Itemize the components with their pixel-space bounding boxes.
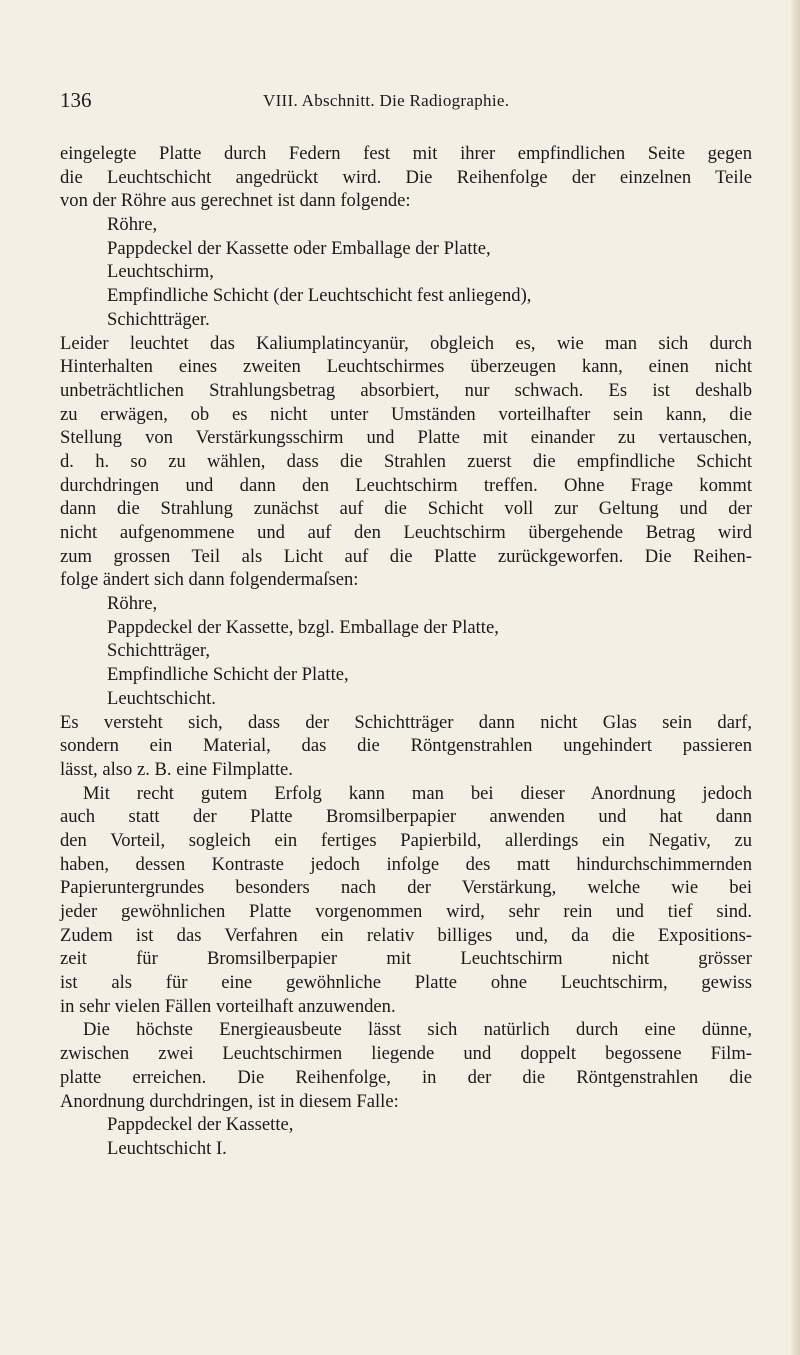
text-line: jeder gewöhnlichen Platte vorgenommen wird, sehr rein und tief sind. [60, 901, 752, 922]
text-line: Anordnung durchdringen, ist in diesem Falle: [60, 1090, 399, 1112]
text-line: lässt, also z. B. eine Filmplatte. [60, 758, 293, 780]
text-line: nicht aufgenommene und auf den Leuchtschirm übergehende Betrag wird [60, 522, 752, 543]
text-line: platte erreichen. Die Reihenfolge, in der die Röntgenstrahlen die [60, 1066, 752, 1088]
text-line: zu erwägen, ob es nicht unter Umständen vorteilhafter sein kann, die [60, 403, 752, 425]
text-line: Leider leuchtet das Kaliumplatincyanür, obgleich es, wie man sich durch [60, 332, 752, 354]
list-line: Empfindliche Schicht (der Leuchtschicht fest anliegend), [107, 285, 532, 307]
text-line: zwischen zwei Leuchtschirmen liegende und doppelt begossene Film- [60, 1043, 752, 1065]
text-line: von der Röhre aus gerechnet ist dann folgende: [60, 190, 411, 212]
list-line: Schichtträger. [107, 308, 210, 330]
text-line: Papieruntergrundes besonders nach der Verstärkung, welche wie bei [60, 877, 752, 899]
text-line: eingelegte Platte durch Federn fest mit ihrer empfindlichen Seite gegen [60, 143, 752, 164]
text-line: unbeträchtlichen Strahlungsbetrag absorbiert, nur schwach. Es ist deshalb [60, 379, 752, 401]
text-line: Zudem ist das Verfahren ein relativ billiges und, da die Expositions- [60, 924, 752, 946]
list-line: Röhre, [107, 214, 158, 236]
list-line: Pappdeckel der Kassette, [107, 1114, 294, 1136]
page-header [60, 88, 750, 114]
text-line: auch statt der Platte Bromsilberpapier anwenden und hat dann [60, 806, 752, 828]
text-line: die Leuchtschicht angedrückt wird. Die Reihenfolge der einzelnen Teile [60, 166, 752, 188]
text-line: folge ändert sich dann folgendermaſsen: [60, 569, 359, 591]
page-edge [790, 0, 800, 1355]
page-number: 136 [60, 88, 92, 112]
list-line: Leuchtschicht. [107, 687, 216, 709]
text-line: ist als für eine gewöhnliche Platte ohne Leuchtschirm, gewiss [60, 972, 752, 994]
text-line: dann die Strahlung zunächst auf die Schicht voll zur Geltung und der [60, 498, 752, 520]
text-line: Hinterhalten eines zweiten Leuchtschirmes überzeugen kann, einen nicht [60, 356, 752, 378]
text-line: Es versteht sich, dass der Schichtträger dann nicht Glas sein darf, [60, 711, 752, 733]
text-line: durchdringen und dann den Leuchtschirm treffen. Ohne Frage kommt [60, 474, 752, 496]
list-line: Leuchtschicht I. [107, 1137, 227, 1159]
body-text [60, 142, 752, 1161]
list-line: Röhre, [107, 593, 158, 615]
list-line: Leuchtschirm, [107, 261, 214, 283]
text-line: d. h. so zu wählen, dass die Strahlen zuerst die empfindliche Schicht [60, 450, 752, 472]
text-line: Stellung von Verstärkungsschirm und Platte mit einander zu vertauschen, [60, 427, 752, 449]
list-line: Empfindliche Schicht der Platte, [107, 664, 349, 686]
text-line: zum grossen Teil als Licht auf die Platte zurückgeworfen. Die Reihen- [60, 545, 752, 567]
text-line: Die höchste Energieausbeute lässt sich natürlich durch eine dünne, [83, 1019, 752, 1041]
text-line: in sehr vielen Fällen vorteilhaft anzuwenden. [60, 995, 396, 1017]
text-line: haben, dessen Kontraste jedoch infolge des matt hindurchschimmernden [60, 853, 752, 875]
list-line: Pappdeckel der Kassette, bzgl. Emballage der Platte, [107, 616, 499, 638]
running-head: VIII. Abschnitt. Die Radiographie. [263, 91, 510, 110]
list-line: Schichtträger, [107, 640, 211, 662]
list-line: Pappdeckel der Kassette oder Emballage der Platte, [107, 237, 491, 259]
text-line: zeit für Bromsilberpapier mit Leuchtschirm nicht grösser [60, 948, 752, 970]
text-line: den Vorteil, sogleich ein fertiges Papierbild, allerdings ein Negativ, zu [60, 829, 752, 851]
text-line: sondern ein Material, das die Röntgenstrahlen ungehindert passieren [60, 735, 752, 757]
text-line: Mit recht gutem Erfolg kann man bei dieser Anordnung jedoch [83, 782, 752, 804]
